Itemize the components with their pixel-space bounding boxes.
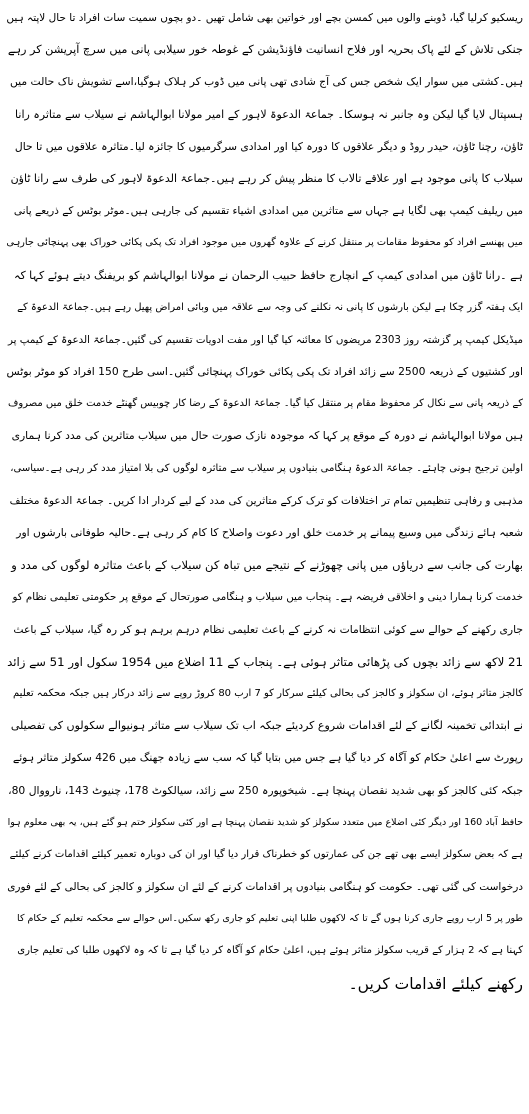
article-line: جنکی تلاش کے لئے پاک بحریہ اور فلاح انسانیت فاؤنڈیشن کے غوطہ خور سیلابی پانی میں سرچ آپریشن کر رہے xyxy=(7,43,523,57)
article-line: مذہبی و رفاہی تنظیمیں تمام تر اختلافات کو ترک کرکے متاثرین کی مدد کے لیے کردار ادا کریں۔ جماعۃ الدعوۃ مختلف xyxy=(9,494,523,507)
article-line: ہیں۔کشتی میں سوار ایک شخص جس کی آج شادی تھی پانی میں ڈوب کر ہلاک ہوگیا،اسے تشویش ناک حالت میں xyxy=(9,75,523,89)
article-line: خدمت کرنا ہمارا دینی و اخلاقی فریضہ ہے۔ پنجاب میں سیلاب و ہنگامی صورتحال کے موقع پر حکومتی تعلیمی نظام کو xyxy=(12,591,523,604)
article-line: شعبہ ہائے زندگی میں وسیع پیمانے پر خدمت خلق اور دعوت واصلاح کا کام کر رہی ہے۔حالیہ طوفانی بارشوں اور xyxy=(16,526,523,539)
article-line: 21 لاکھ سے زائد بچوں کی پڑھائی متاثر ہوئی ہے۔ پنجاب کے 11 اضلاع میں 1954 سکول اور 51 سے زائد xyxy=(7,654,523,669)
article-line: ہیں مولانا ابوالہاشم نے دورہ کے موقع پر کہا کہ موجودہ نازک صورت حال میں سیلاب متاثرین کی مدد کرنا ہماری xyxy=(11,429,523,443)
article-line: ریسکیو کرلیا گیا، ڈوبنے والوں میں کمسن بچے اور خواتین بھی شامل تھیں ۔دو بچوں سمیت سات افراد تا حال لاپتہ ہیں xyxy=(6,12,523,24)
article-line: جاری رکھنے کے حوالے سے کوئی انتظامات نہ کرنے کے باعث تعلیمی نظام درہم برہم ہو کر رہ گیا، سیلاب کے باعث xyxy=(13,622,523,636)
article-line: جبکہ کئی کالجز کو بھی شدید نقصان پہنچا ہے۔ شیخوپورہ 250 سے زائد، سیالکوٹ 178، چنیوٹ 143، نارووال 80، xyxy=(8,783,523,797)
article-line: بھارت کی جانب سے دریاؤں میں پانی چھوڑنے کے نتیجے میں تباہ کن سیلاب کے باعث متاثرہ لوگوں کی مدد و xyxy=(11,558,523,573)
article-line: ٹاؤن، رچنا ٹاؤن، حیدر روڈ و دیگر علاقوں کا دورہ کیا اور امدادی سرگرمیوں کا جائزہ لیا۔متاثرہ علاقوں میں تا حال xyxy=(14,139,523,153)
article-line: کالجز متاثر ہوئے، ان سکولز و کالجز کی بحالی کیلئے سرکار کو 7 ارب 80 کروڑ روپے سے زائد درکار ہیں جبکہ محکمہ تعلیم xyxy=(13,687,523,699)
article-line: میں ریلیف کیمپ بھی لگایا ہے جہاں سے متاثرین میں امدادی اشیاء تقسیم کی جارہی ہیں۔موٹر بوٹس کے ذریعے پانی xyxy=(13,205,523,218)
article-line: حافظ آباد 160 اور دیگر کئی اضلاع میں متعدد سکولز کو شدید نقصان پہنچا ہے اور کئی سکولز ختم ہو گئے ہیں، یہ بھی معلوم ہوا xyxy=(7,816,523,828)
article-line: نے ابتدائی تخمینہ لگانے کے لئے اقدامات شروع کردیئے جبکہ اب تک سیلاب سے متاثر ہونیوالے سکولوں کی تفصیلی xyxy=(10,719,523,733)
article-line: اولین ترجیح ہونی چاہئے۔ جماعۃ الدعوۃ ہنگامی بنیادوں پر سیلاب سے متاثرہ لوگوں کی بلا امتیاز مدد کر رہی ہے۔سیاسی، xyxy=(10,462,523,474)
article-line: رپورٹ سے اعلیٰ حکام کو آگاہ کر دیا گیا ہے جس میں بتایا گیا کہ سب سے زیادہ جھنگ میں 426 سکولز متاثر ہوئے xyxy=(12,751,523,765)
article-line: ہے کہ بعض سکولز ایسے بھی تھے جن کی عمارتوں کو خطرناک قرار دیا گیا اور ان کی دوبارہ تعمیر کیلئے اقدامات کرنے کیلئے xyxy=(9,848,523,860)
news-article-body xyxy=(6,2,523,1000)
article-line: طور پر 5 ارب روپے جاری کرنا ہوں گے تا کہ لاکھوں طلبا اپنی تعلیم کو جاری رکھ سکیں۔اس حوالے سے محکمہ تعلیم کے حکام کا xyxy=(17,913,523,925)
article-line: درخواست کی گئی تھی۔ حکومت کو ہنگامی بنیادوں پر اقدامات کرنے کے لئے ان سکولز و کالجز کی بحالی کے لئے فوری xyxy=(7,881,523,894)
article-line: کہنا ہے کہ 2 ہزار کے قریب سکولز متاثر ہوئے ہیں، اعلیٰ حکام کو آگاہ کر دیا گیا ہے تا کہ وہ لاکھوں طلبا کی تعلیم جاری xyxy=(17,945,523,957)
article-line: کے ذریعہ پانی سے نکال کر محفوظ مقام پر منتقل کیا گیا۔ جماعۃ الدعوۃ کے رضا کار چوبیس گھنٹے خدمت خلق میں مصروف xyxy=(7,398,523,410)
article-line: میں پھنسے افراد کو محفوظ مقامات پر منتقل کرنے کے علاوہ گھروں میں موجود افراد تک پکی پکائی خوراک بھی پہنچائی جارہی xyxy=(6,237,523,249)
article-line: سیلاب کا پانی موجود ہے اور علاقے تالاب کا منظر پیش کر رہے ہیں۔جماعۃ الدعوۃ لاہور کی طرف سے رانا ٹاؤن xyxy=(10,171,523,185)
article-line: اور کشتیوں کے ذریعہ 2500 سے زائد افراد تک پکی پکائی خوراک پہنچائی گئیں۔اسی طرح 150 افراد کو موٹر بوٹس xyxy=(6,365,523,379)
article-line: ہے ۔رانا ٹاؤن میں امدادی کیمپ کے انچارج حافظ حبیب الرحمان نے مولانا ابوالہاشم کو بریفنگ دیتے ہوئے کہا کہ xyxy=(14,268,523,282)
article-line: ہسپتال لایا گیا لیکن وہ جانبر نہ ہوسکا۔ جماعۃ الدعوۃ لاہور کے امیر مولانا ابوالہاشم نے سیلاب سے متاثرہ رانا xyxy=(15,107,523,121)
article-line: ایک ہفتہ گزر چکا ہے لیکن بارشوں کا پانی نہ نکلنے کی وجہ سے علاقہ میں وبائی امراض پھیل رہے ہیں۔جماعۃ الدعوۃ کے xyxy=(17,301,523,313)
article-line: رکھنے کیلئے اقدامات کریں۔ xyxy=(348,974,523,993)
article-line: میڈیکل کیمپ پر گزشتہ روز 2303 مریضوں کا معائنہ کیا گیا اور مفت ادویات تقسیم کی گئیں۔جماعۃ الدعوۃ کے کیمپ پر xyxy=(8,333,523,346)
